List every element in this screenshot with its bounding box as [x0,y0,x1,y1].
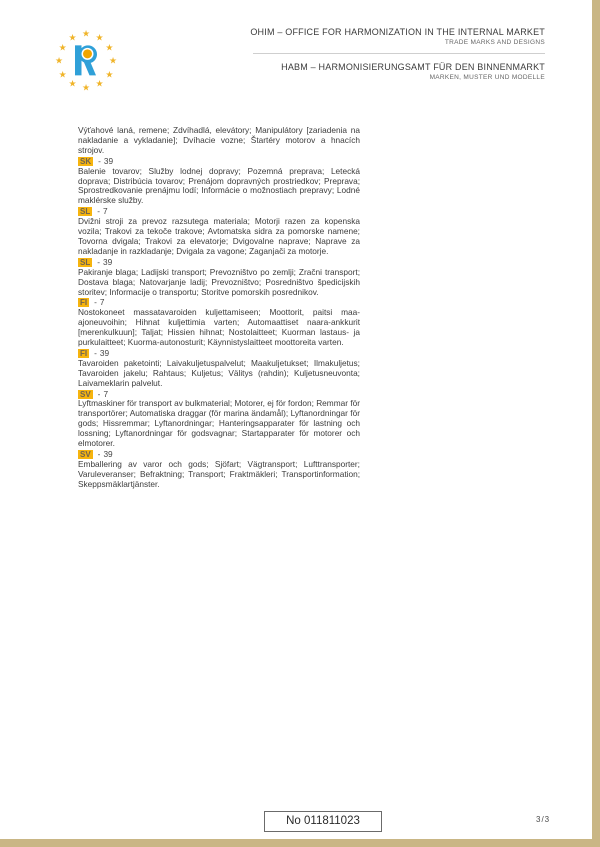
goods-services-text: Pakiranje blaga; Ladijski transport; Prevozništvo po zemlji; Zračni transport; Dostava blaga; Natovarjanje ladij; Prevozništvo; Posredništvo špedicijskih storitev; Informacije o transportu; Storitve pomorskih posrednikov. [78,266,360,297]
star-icon: ★ [58,42,67,52]
nice-class-number: 7 [103,388,109,399]
star-icon: ★ [81,82,91,93]
nice-class-number: 7 [103,206,108,217]
classification-section [78,450,360,490]
code-separator: - [94,347,97,358]
ohim-r-emblem-icon [73,44,99,76]
star-icon: ★ [105,42,114,52]
language-code-badge: SV [80,389,91,399]
language-code-badge: FI [80,348,88,358]
nice-class-number: 39 [103,256,113,267]
star-icon: ★ [68,32,77,43]
star-icon: ★ [68,78,77,89]
star-icon: ★ [81,28,91,39]
office-name-en: OHIM – OFFICE FOR HARMONIZATION IN THE INTERNAL MARKET [250,27,545,37]
language-code-badge: SL [80,207,91,217]
star-icon: ★ [108,55,118,66]
goods-services-text: Lyftmaskiner för transport av bulkmaterial; Motorer, ej för fordon; Remmar för transportörer; Automatiska draggar (för marina ändamål); Lyftanordningar för gods; Hissremmar; Lyftanordningar; Hanteringsapparater för lastning och lossning; Lyftanordningar för godsvagnar; Startapparater för motorer och elmotorer. [78,398,360,449]
classification-section [78,258,360,298]
language-code-badge: SL [80,257,91,267]
star-icon: ★ [95,78,104,89]
code-separator: - [94,297,97,308]
header-divider [253,53,545,54]
office-subtitle-de: MARKEN, MUSTER UND MODELLE [429,74,545,81]
letterhead [245,27,545,81]
language-code-badge: SK [80,156,92,166]
star-icon: ★ [58,69,67,79]
ohim-logo [55,30,117,92]
language-code-badge: SV [80,450,91,459]
nice-class-number: 7 [99,297,105,308]
goods-services-text: Nostokoneet massatavaroiden kuljettamiseen; Moottorit, paitsi maa-ajoneuvoihin; Hihnat kuljettimia varten; Automaattiset naara-ankkurit [merenkulkuun]; Taljat; Hissien hihnat; Nostolaitteet; Kuorman lastaus- ja purkulaitteet; Kuorma-autonosturit; Käynnistyslaitteet moottoreita varten. [78,307,360,348]
goods-services-text: Emballering av varor och gods; Sjöfart; Vägtransport; Lufttransporter; Varuleveranser; Befraktning; Transport; Fraktmäkleri; Transportinformation; Skeppsmäklartjänster. [78,458,360,489]
registration-number-box [264,811,382,832]
classification-section [78,126,360,156]
classification-section [78,349,360,389]
code-separator: - [97,449,101,459]
nice-class-number: 39 [99,347,110,358]
nice-class-number: 39 [103,449,113,459]
classification-section [78,207,360,257]
star-icon: ★ [95,32,104,43]
language-code-badge: FI [80,298,88,308]
code-separator: - [97,388,101,399]
goods-services-text: Balenie tovarov; Služby lodnej dopravy; Pozemná preprava; Letecká doprava; Distribúcia tovarov; Prenájom dopravných prostriedkov; Preprava; Sprostredkovanie prenájmu lodí; Informácie o možnostiach prepravy; Lodné maklérske služby. [78,165,360,206]
goods-services-text: Dvižni stroji za prevoz razsutega materiala; Motorji razen za kopenska vozila; Trakovi za tekoče trakove; Avtomatska sidra za pomorske namene; Tovorna dvigala; Trakovi za elevatorje; Dvigovalne naprave; Naprave za nakladanje in razkladanje; Dvigala za vagone; Zaganjači za motorje. [78,216,360,256]
code-separator: - [97,256,100,267]
code-separator: - [98,155,101,166]
code-separator: - [97,206,100,217]
star-icon: ★ [105,69,114,79]
office-name-de: HABM – HARMONISIERUNGSAMT FÜR DEN BINNENMARKT [281,62,545,72]
classification-section [78,298,360,348]
nice-class-number: 39 [103,155,114,166]
classification-section [78,157,360,207]
registration-number: No 011811023 [286,815,360,827]
classification-section [78,390,360,449]
goods-services-text: Výťahové laná, remene; Zdvíhadlá, elevátory; Manipulátory [zariadenia na nakladanie a vykladanie]; Dvíhacie vozne; Štartéry motorov a hnacích strojov. [78,125,360,155]
star-icon: ★ [54,55,64,66]
page-indicator: 3/3 [536,815,551,824]
goods-services-list [78,126,360,490]
office-subtitle-en: TRADE MARKS AND DESIGNS [444,39,545,46]
goods-services-text: Tavaroiden paketointi; Laivakuljetuspalvelut; Maakuljetukset; Ilmakuljetus; Tavaroiden jakelu; Rahtaus; Kuljetus; Välitys (rahdin); Kuljetusneuvonta; Laivameklarin palvelut. [78,357,360,388]
